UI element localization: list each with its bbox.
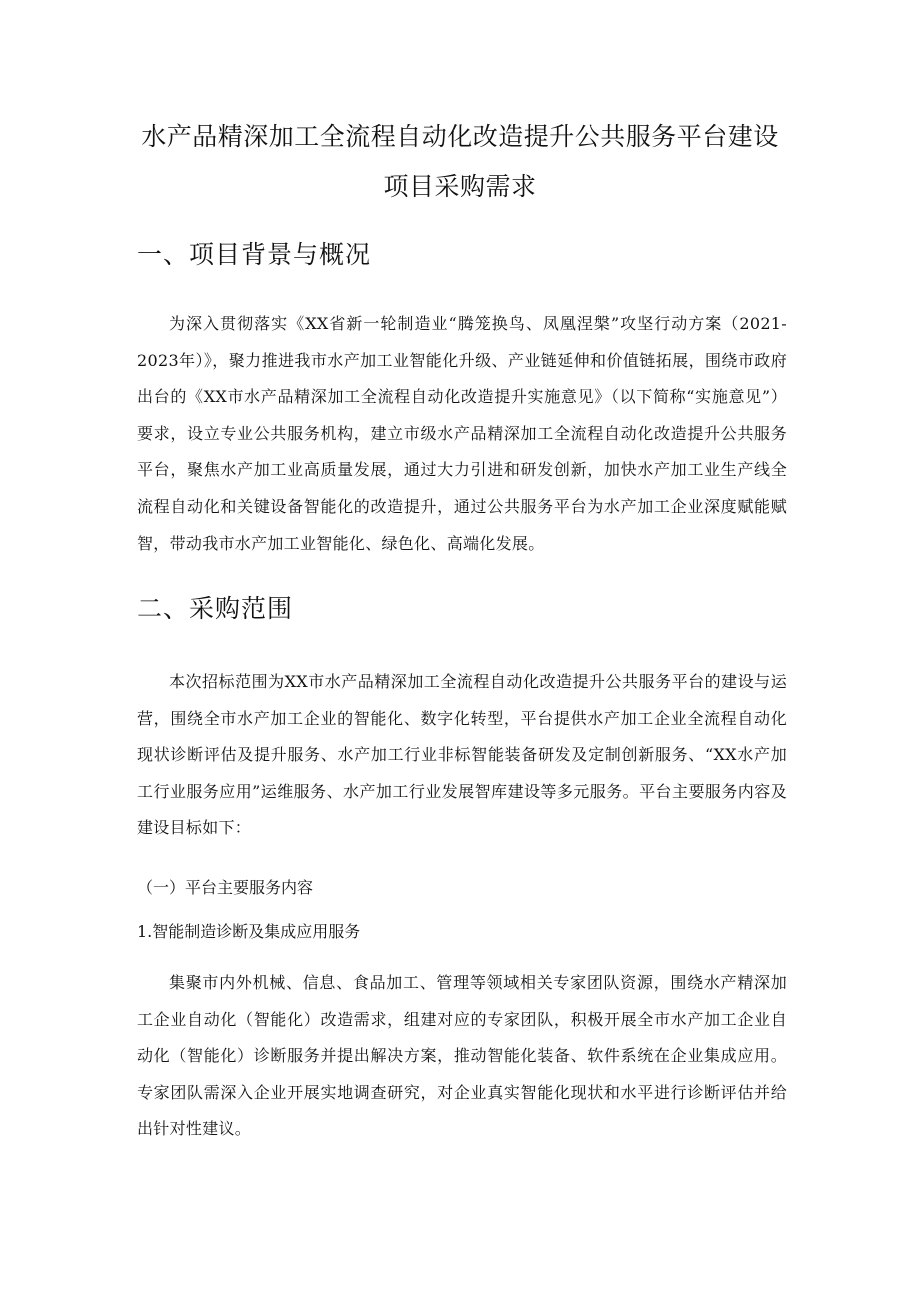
subsection-heading-services: （一）平台主要服务内容	[137, 878, 314, 897]
title-line-1: 水产品精深加工全流程自动化改造提升公共服务平台建设	[141, 122, 779, 151]
document-title	[100, 112, 820, 212]
title-line-2: 项目采购需求	[383, 172, 537, 201]
paragraph-scope: 本次招标范围为XX市水产品精深加工全流程自动化改造提升公共服务平台的建设与运营，围绕全市水产加工企业的智能化、数字化转型，平台提供水产加工企业全流程自动化现状诊断评估及提升服务、水产加工行业非标智能装备研发及定制创新服务、“XX水产加工行业服务应用”运维服务、水产加工行业发展智库建设等多元服务。平台主要服务内容及建设目标如下：	[137, 672, 787, 838]
paragraph-diagnosis: 集聚市内外机械、信息、食品加工、管理等领域相关专家团队资源，围绕水产精深加工企业自动化（智能化）改造需求，组建对应的专家团队，积极开展全市水产加工企业自动化（智能化）诊断服务并提出解决方案，推动智能化装备、软件系统在企业集成应用。专家团队需深入企业开展实地调查研究，对企业真实智能化现状和水平进行诊断评估并给出针对性建议。	[137, 973, 787, 1139]
paragraph-background: 为深入贯彻落实《XX省新一轮制造业“腾笼换鸟、凤凰涅槃”攻坚行动方案（2021-2023年）》，聚力推进我市水产加工业智能化升级、产业链延伸和价值链拓展，围绕市政府出台的《XX市水产品精深加工全流程自动化改造提升实施意见》（以下简称“实施意见”）要求，设立专业公共服务机构，建立市级水产品精深加工全流程自动化改造提升公共服务平台，聚焦水产加工业高质量发展，通过大力引进和研发创新，加快水产加工业生产线全流程自动化和关键设备智能化的改造提升，通过公共服务平台为水产加工企业深度赋能赋智，带动我市水产加工业智能化、绿色化、高端化发展。	[137, 314, 787, 553]
item-heading-diagnosis: 1.智能制造诊断及集成应用服务	[137, 922, 361, 941]
section-heading-background: 一、项目背景与概况	[137, 240, 372, 269]
section-heading-scope: 二、采购范围	[137, 594, 294, 623]
